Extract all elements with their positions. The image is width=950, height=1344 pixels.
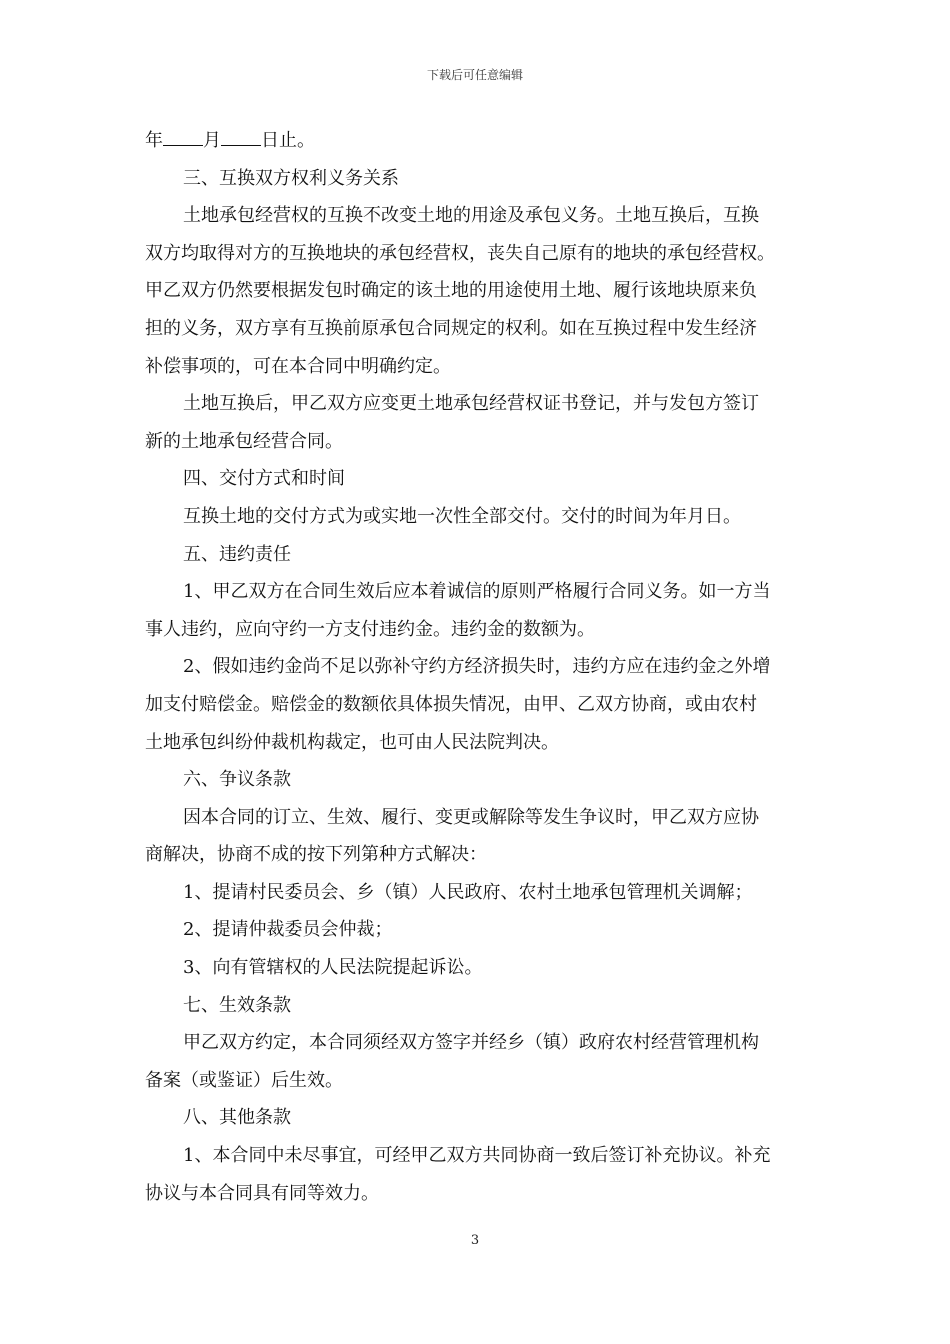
date-line	[145, 122, 810, 160]
paragraph-line: 因本合同的订立、生效、履行、变更或解除等发生争议时，甲乙双方应协	[183, 806, 759, 828]
paragraph-line: 双方均取得对方的互换地块的承包经营权，丧失自己原有的地块的承包经营权。	[145, 242, 775, 264]
page-header: 下载后可任意编辑	[426, 68, 523, 82]
paragraph-line: 加支付赔偿金。赔偿金的数额依具体损失情况，由甲、乙双方协商，或由农村	[145, 693, 757, 715]
section-heading: 七、生效条款	[183, 994, 291, 1016]
year-label: 年	[145, 130, 163, 151]
paragraph-line: 甲乙双方仍然要根据发包时确定的该土地的用途使用土地、履行该地块原来负	[145, 280, 757, 302]
page-number: 3	[470, 1233, 480, 1248]
section-heading: 六、争议条款	[183, 769, 291, 791]
month-blank	[163, 128, 203, 146]
paragraph-line: 2、假如违约金尚不足以弥补守约方经济损失时，违约方应在违约金之外增	[183, 656, 771, 678]
paragraph-line: 1、本合同中未尽事宜，可经甲乙双方共同协商一致后签订补充协议。补充	[183, 1145, 771, 1167]
paragraph-line: 备案（或鉴证）后生效。	[145, 1069, 343, 1091]
paragraph-line: 土地承包经营权的互换不改变土地的用途及承包义务。土地互换后，互换	[183, 205, 759, 227]
month-label: 月	[203, 130, 221, 151]
list-item: 3、向有管辖权的人民法院提起诉讼。	[183, 957, 483, 979]
paragraph-line: 互换土地的交付方式为或实地一次性全部交付。交付的时间为年月日。	[183, 505, 741, 527]
paragraph-line: 1、甲乙双方在合同生效后应本着诚信的原则严格履行合同义务。如一方当	[183, 581, 771, 603]
paragraph-line: 土地互换后，甲乙双方应变更土地承包经营权证书登记，并与发包方签订	[183, 393, 759, 415]
section-heading: 三、互换双方权利义务关系	[183, 167, 399, 189]
list-item: 1、提请村民委员会、乡（镇）人民政府、农村土地承包管理机关调解；	[183, 881, 753, 903]
paragraph-line: 事人违约，应向守约一方支付违约金。违约金的数额为。	[145, 618, 595, 640]
section-heading: 四、交付方式和时间	[183, 468, 345, 490]
paragraph-line: 甲乙双方约定，本合同须经双方签字并经乡（镇）政府农村经营管理机构	[183, 1032, 759, 1054]
section-heading: 八、其他条款	[183, 1107, 291, 1129]
day-blank	[221, 128, 261, 146]
day-end-label: 日止。	[261, 130, 315, 151]
paragraph-line: 补偿事项的，可在本合同中明确约定。	[145, 355, 451, 377]
paragraph-line: 协议与本合同具有同等效力。	[145, 1182, 379, 1204]
paragraph-line: 商解决，协商不成的按下列第种方式解决：	[145, 844, 487, 866]
document-body	[145, 122, 810, 1212]
paragraph-line: 新的土地承包经营合同。	[145, 430, 343, 452]
paragraph-line: 担的义务，双方享有互换前原承包合同规定的权利。如在互换过程中发生经济	[145, 317, 757, 339]
paragraph-line: 土地承包纠纷仲裁机构裁定，也可由人民法院判决。	[145, 731, 559, 753]
section-heading: 五、违约责任	[183, 543, 291, 565]
list-item: 2、提请仲裁委员会仲裁；	[183, 919, 393, 941]
